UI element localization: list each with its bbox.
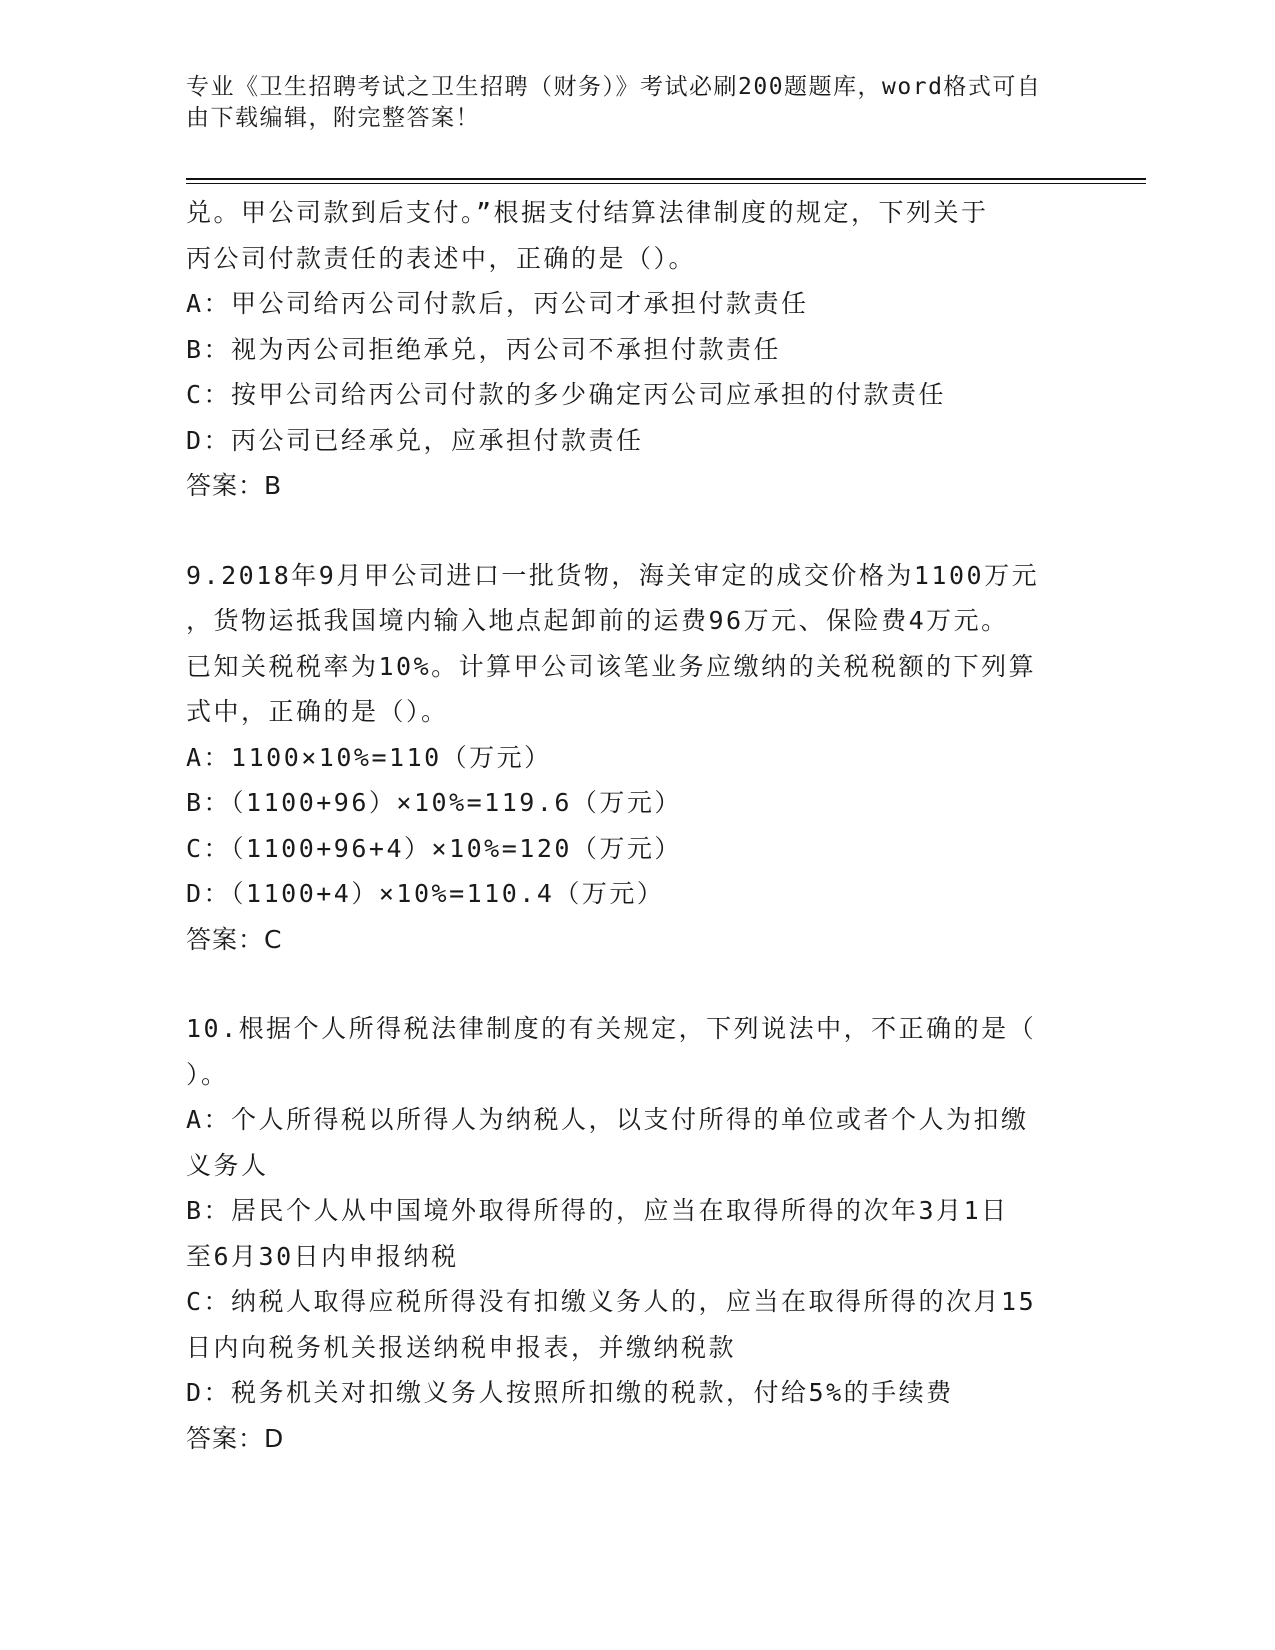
question-stem: ，货物运抵我国境内输入地点起卸前的运费96万元、保险费4万元。 — [186, 606, 1009, 635]
header-rule-thin — [186, 183, 1146, 184]
question-stem: 已知关税税率为10%。计算甲公司该笔业务应缴纳的关税税额的下列算 — [186, 651, 1037, 681]
option-a: A：1100×10%=110（万元） — [186, 742, 552, 772]
header-rule-thick — [186, 178, 1146, 180]
option-c: C：按甲公司给丙公司付款的多少确定丙公司应承担的付款责任 — [186, 380, 947, 409]
spacer — [186, 962, 1076, 1006]
answer: 答案：B — [186, 471, 283, 500]
option-c: C：（1100+96+4）×10%=120（万元） — [186, 833, 682, 863]
answer: 答案：C — [186, 924, 283, 954]
question-stem: 丙公司付款责任的表述中，正确的是（）。 — [186, 243, 697, 273]
document-header — [186, 72, 1076, 134]
question-9 — [186, 553, 1076, 963]
option-b-cont: 至6月30日内申报纳税 — [186, 1241, 459, 1271]
option-a: A：甲公司给丙公司付款后，丙公司才承担付款责任 — [186, 289, 809, 318]
option-c-cont: 日内向税务机关报送纳税申报表，并缴纳税款 — [186, 1332, 737, 1362]
option-c: C：纳税人取得应税所得没有扣缴义务人的，应当在取得所得的次月15 — [186, 1287, 1037, 1316]
question-stem: 9.2018年9月甲公司进口一批货物，海关审定的成交价格为1100万元 — [186, 560, 1040, 590]
option-d: D：丙公司已经承兑，应承担付款责任 — [186, 425, 644, 455]
option-d: D：税务机关对扣缴义务人按照所扣缴的税款，付给5%的手续费 — [186, 1378, 954, 1407]
question-stem: 10.根据个人所得税法律制度的有关规定，下列说法中，不正确的是（ — [186, 1014, 1037, 1043]
question-10 — [186, 1006, 1076, 1461]
question-stem: 兑。甲公司款到后支付。”根据支付结算法律制度的规定，下列关于 — [186, 198, 989, 227]
option-a: A：个人所得税以所得人为纳税人，以支付所得的单位或者个人为扣缴 — [186, 1105, 1029, 1134]
option-b: B：（1100+96）×10%=119.6（万元） — [186, 788, 682, 817]
question-content — [186, 190, 1076, 1461]
question-8 — [186, 190, 1076, 509]
question-stem: ）。 — [186, 1059, 229, 1089]
option-d: D：（1100+4）×10%=110.4（万元） — [186, 879, 665, 908]
answer: 答案：D — [186, 1423, 285, 1453]
option-b: B：居民个人从中国境外取得所得的，应当在取得所得的次年3月1日 — [186, 1196, 1009, 1225]
option-b: B：视为丙公司拒绝承兑，丙公司不承担付款责任 — [186, 334, 782, 364]
question-stem: 式中，正确的是（）。 — [186, 697, 449, 726]
option-a-cont: 义务人 — [186, 1150, 269, 1180]
header-line-1: 专业《卫生招聘考试之卫生招聘（财务）》考试必刷200题题库，word格式可自 — [186, 74, 1042, 100]
header-line-2: 由下载编辑，附完整答案！ — [186, 105, 480, 131]
spacer — [186, 509, 1076, 553]
